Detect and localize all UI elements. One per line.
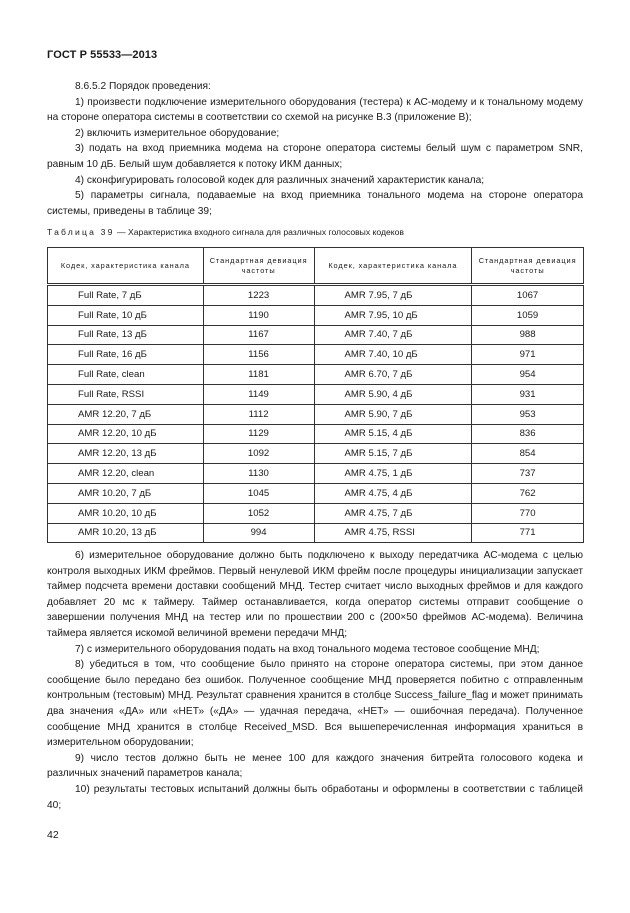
table-row — [48, 325, 584, 345]
codec-cell: AMR 5.90, 4 дБ — [314, 384, 472, 404]
deviation-cell: 931 — [472, 384, 584, 404]
table-row — [48, 285, 584, 306]
codec-cell: AMR 4.75, 1 дБ — [314, 464, 472, 484]
deviation-cell: 1181 — [203, 365, 314, 385]
codec-cell: Full Rate, 7 дБ — [48, 285, 204, 306]
codec-cell: AMR 10.20, 13 дБ — [48, 523, 204, 543]
deviation-cell: 1190 — [203, 305, 314, 325]
paragraph: 3) подать на вход приемника модема на стороне оператора системы белый шум с параметром SNR, равным 10 дБ. Белый шум добавляется к потоку ИКМ данных; — [47, 143, 583, 170]
codec-cell: AMR 10.20, 10 дБ — [48, 503, 204, 523]
paragraph: 6) измерительное оборудование должно быть подключено к выходу передатчика АС-модема с целью контроля выходных ИКМ фреймов. Первый ненулевой ИКМ фрейм после процедуры инициализации запускает таймер подсчета времени доставки сообщений МНД. Тестер считает число выходных фреймов и для каждого добавляет 20 мс к таймеру. Таймер останавливается, когда оператор системы отправит сообщение о завершении получения МНД на тестер или по прошествии 200 с (200×50 фреймов АС-модема). Величина таймера является искомой величиной времени передачи МНД; — [47, 550, 583, 639]
paragraph: 1) произвести подключение измерительного оборудования (тестера) к АС-модему и к тональному модему на стороне оператора системы в соответствии со схемой на рисунке В.3 (приложение В); — [47, 96, 583, 124]
codec-cell: Full Rate, 10 дБ — [48, 305, 204, 325]
deviation-cell: 1052 — [203, 503, 314, 523]
deviation-cell: 1059 — [472, 305, 584, 325]
table-row — [48, 365, 584, 385]
codec-cell: Full Rate, RSSI — [48, 384, 204, 404]
column-header-codec: Кодек, характеристика канала — [314, 248, 472, 285]
table-row — [48, 305, 584, 325]
deviation-cell: 1045 — [203, 483, 314, 503]
codec-cell: AMR 6.70, 7 дБ — [314, 365, 472, 385]
table-caption — [47, 227, 587, 237]
codec-cell: AMR 4.75, RSSI — [314, 523, 472, 543]
deviation-cell: 954 — [472, 365, 584, 385]
paragraph: 7) с измерительного оборудования подать на вход тонального модема тестовое сообщение МНД; — [75, 643, 540, 655]
table-row — [48, 345, 584, 365]
table-row — [48, 483, 584, 503]
table-row — [48, 523, 584, 543]
table-caption-label: Таблица 39 — [47, 227, 115, 237]
deviation-cell: 836 — [472, 424, 584, 444]
table-row — [48, 464, 584, 484]
table-row — [48, 384, 584, 404]
deviation-cell: 971 — [472, 345, 584, 365]
deviation-cell: 988 — [472, 325, 584, 345]
deviation-cell: 1067 — [472, 285, 584, 306]
column-header-deviation: Стандартная девиация частоты — [203, 248, 314, 285]
table-body — [48, 285, 584, 543]
deviation-cell: 1167 — [203, 325, 314, 345]
codec-cell: AMR 5.15, 7 дБ — [314, 444, 472, 464]
table-row — [48, 503, 584, 523]
deviation-cell: 854 — [472, 444, 584, 464]
deviation-cell: 1092 — [203, 444, 314, 464]
codec-cell: AMR 4.75, 4 дБ — [314, 483, 472, 503]
codec-cell: Full Rate, 13 дБ — [48, 325, 204, 345]
codec-cell: Full Rate, 16 дБ — [48, 345, 204, 365]
codec-cell: AMR 7.95, 10 дБ — [314, 305, 472, 325]
deviation-cell: 1156 — [203, 345, 314, 365]
deviation-cell: 1149 — [203, 384, 314, 404]
codec-cell: AMR 12.20, 13 дБ — [48, 444, 204, 464]
table-row — [48, 424, 584, 444]
deviation-cell: 771 — [472, 523, 584, 543]
paragraph: 5) параметры сигнала, подаваемые на вход приемника тонального модема на стороне оператора системы, приведены в таблице 39; — [47, 190, 583, 217]
paragraph: 8) убедиться в том, что сообщение было принято на стороне оператора системы, при этом данное сообщение было передано без ошибок. Полученное сообщение МНД проверяется побитно с отправленным контрольным (тестовым) МНД. Результат сравнения хранится в столбце Success_failure_flag и может принимать два значения «ДА» или «НЕТ» («ДА» — удачная передача, «НЕТ» — ошибочная передача). Полученное сообщение МНД хранится в столбце Received_MSD. Вся вышеперечисленная информация храниться в измерительном оборудовании; — [47, 659, 583, 749]
codec-cell: AMR 7.40, 10 дБ — [314, 345, 472, 365]
codec-cell: AMR 5.90, 7 дБ — [314, 404, 472, 424]
paragraph: 4) сконфигурировать голосовой кодек для различных значений характеристик канала; — [75, 174, 485, 186]
deviation-cell: 737 — [472, 464, 584, 484]
signal-characteristics-table — [47, 247, 584, 543]
codec-cell: AMR 10.20, 7 дБ — [48, 483, 204, 503]
deviation-cell: 994 — [203, 523, 314, 543]
table-row — [48, 444, 584, 464]
table-header-row — [48, 248, 584, 285]
codec-cell: AMR 12.20, 10 дБ — [48, 424, 204, 444]
deviation-cell: 1223 — [203, 285, 314, 306]
procedure-intro — [47, 79, 583, 219]
page-number: 42 — [47, 829, 59, 841]
codec-cell: AMR 12.20, clean — [48, 464, 204, 484]
table-caption-text: — Характеристика входного сигнала для различных голосовых кодеков — [114, 227, 404, 237]
deviation-cell: 770 — [472, 503, 584, 523]
document-header: ГОСТ Р 55533—2013 — [47, 49, 158, 61]
codec-cell: AMR 12.20, 7 дБ — [48, 404, 204, 424]
procedure-continuation — [47, 548, 583, 813]
paragraph: 8.6.5.2 Порядок проведения: — [75, 81, 211, 92]
codec-cell: AMR 4.75, 7 дБ — [314, 503, 472, 523]
paragraph: 2) включить измерительное оборудование; — [75, 127, 280, 139]
codec-cell: AMR 7.40, 7 дБ — [314, 325, 472, 345]
paragraph: 10) результаты тестовых испытаний должны быть обработаны и оформлены в соответствии с таблицей 40; — [47, 783, 583, 811]
codec-cell: AMR 5.15, 4 дБ — [314, 424, 472, 444]
codec-cell: AMR 7.95, 7 дБ — [314, 285, 472, 306]
table-row — [48, 404, 584, 424]
deviation-cell: 1129 — [203, 424, 314, 444]
deviation-cell: 953 — [472, 404, 584, 424]
paragraph: 9) число тестов должно быть не менее 100 для каждого значения битрейта голосового кодека и различных значений параметров канала; — [47, 752, 583, 780]
deviation-cell: 1112 — [203, 404, 314, 424]
column-header-deviation: Стандартная девиация частоты — [472, 248, 584, 285]
deviation-cell: 1130 — [203, 464, 314, 484]
codec-cell: Full Rate, clean — [48, 365, 204, 385]
deviation-cell: 762 — [472, 483, 584, 503]
column-header-codec: Кодек, характеристика канала — [48, 248, 204, 285]
